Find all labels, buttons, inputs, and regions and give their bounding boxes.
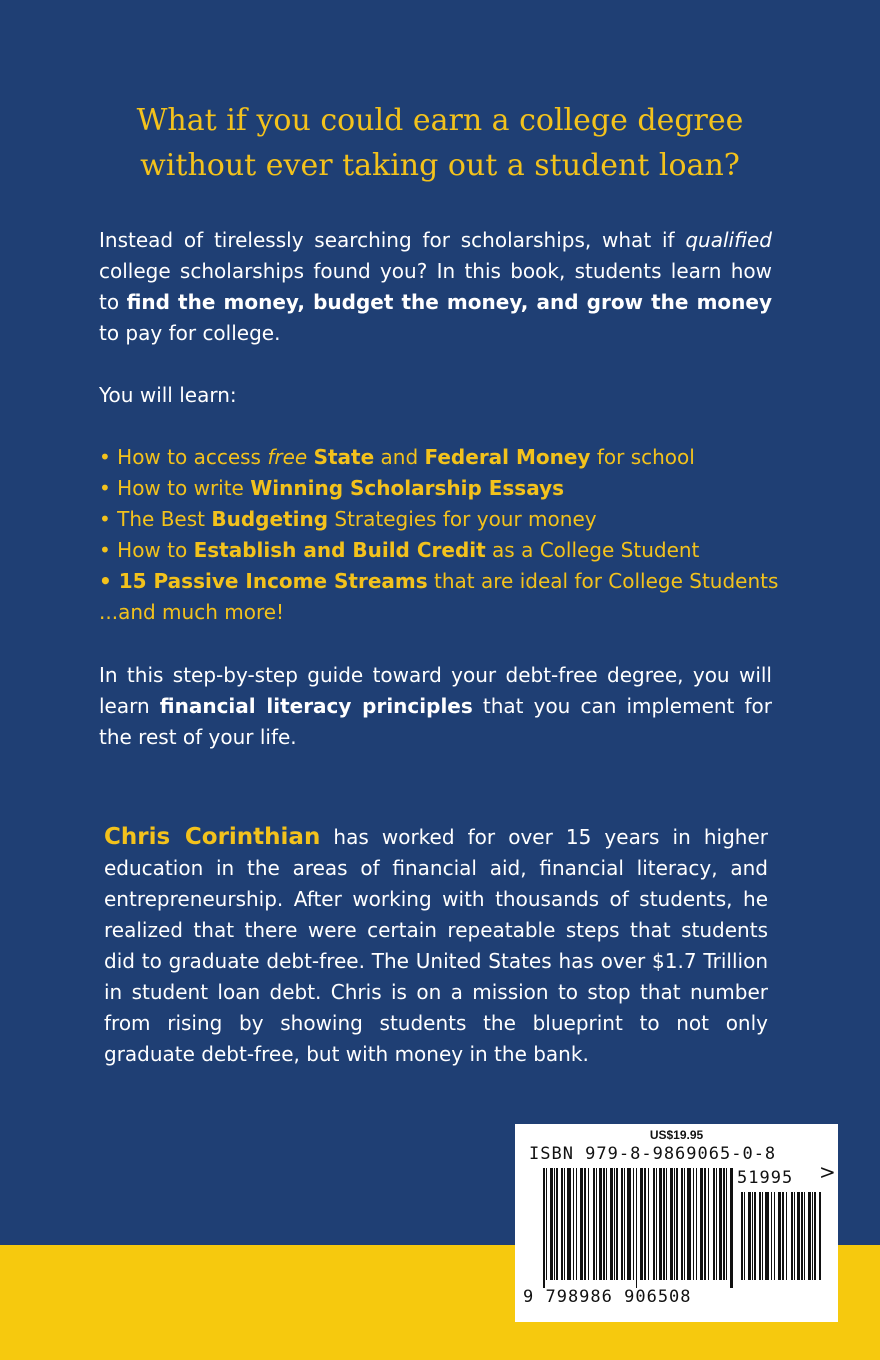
barcode-bar [556, 1168, 558, 1280]
list-item: ...and much more! [99, 600, 285, 624]
barcode-bar [814, 1192, 816, 1280]
list-item: • 15 Passive Income Streams that are ideal for College Students [99, 569, 779, 593]
barcode-bar [786, 1192, 787, 1280]
headline-line-2: without ever taking out a student loan? [140, 148, 740, 183]
barcode-bar [713, 1168, 715, 1280]
barcode-bar [684, 1168, 685, 1280]
barcode-bar [621, 1168, 623, 1280]
barcode-bar [576, 1168, 577, 1280]
intro-text: college scholarships found you? In this book, students learn how to [99, 259, 772, 314]
isbn-label: ISBN 979-8-9869065-0-8 [529, 1144, 777, 1164]
barcode-bar [741, 1192, 743, 1280]
barcode-bar [819, 1192, 821, 1280]
author-name: Chris Corinthian [104, 824, 321, 850]
barcode-bar [610, 1168, 613, 1280]
barcode-bar [593, 1168, 595, 1280]
barcode-bar [596, 1168, 597, 1280]
barcode-bar [744, 1192, 745, 1280]
barcode-bar [704, 1168, 706, 1280]
barcode-bar [681, 1168, 683, 1280]
barcode-bar [700, 1168, 703, 1280]
barcode-bar [754, 1192, 756, 1280]
barcode-bar [782, 1192, 784, 1280]
barcode-bar [564, 1168, 565, 1280]
intro-paragraph [99, 225, 772, 349]
intro-emphasis: qualified [685, 228, 772, 252]
barcode-bar [723, 1168, 725, 1280]
barcode-bar [580, 1168, 583, 1280]
list-item: • The Best Budgeting Strategies for your money [99, 507, 597, 531]
barcode-bar [670, 1168, 673, 1280]
barcode-bar [778, 1192, 781, 1280]
barcode-box [515, 1124, 838, 1322]
barcode-bar [606, 1168, 607, 1280]
barcode-bar [674, 1168, 675, 1280]
intro-text: to pay for college. [99, 321, 281, 345]
ean-digits: 9 798986 906508 [523, 1287, 692, 1307]
author-bio [104, 822, 768, 1070]
chevron-icon: > [819, 1160, 836, 1184]
barcode-bar [696, 1168, 697, 1280]
barcode-bar [719, 1168, 722, 1280]
intro-bold-phrase: find the money, budget the money, and grow the money [126, 290, 773, 314]
barcode-bar [616, 1168, 618, 1280]
barcode-bar [759, 1192, 761, 1280]
barcode-bar [730, 1168, 733, 1288]
barcode-bar [771, 1192, 772, 1280]
barcode-bar [561, 1168, 563, 1280]
guide-paragraph: In this step-by-step guide toward your debt-free degree, you will learn financial literacy principles that you can implement for the rest of your life. [99, 663, 772, 749]
barcode-bar [584, 1168, 586, 1280]
list-item: • How to access free State and Federal Money for school [99, 445, 695, 469]
barcode-bar [659, 1168, 662, 1280]
barcode-bar [550, 1168, 553, 1280]
barcode-bar [546, 1168, 547, 1280]
headline-line-1: What if you could earn a college degree [136, 103, 744, 138]
barcode-bar [588, 1168, 589, 1280]
list-item: • How to write Winning Scholarship Essays [99, 476, 565, 500]
barcode-bar [726, 1168, 727, 1280]
barcode-bar [708, 1168, 709, 1280]
barcode-bar [804, 1192, 805, 1280]
barcode-bar [801, 1192, 803, 1280]
intro-text: Instead of tirelessly searching for scholarships, what if [99, 228, 686, 252]
barcode-bar [748, 1192, 751, 1280]
barcode-bar [765, 1192, 769, 1280]
barcode-bar [614, 1168, 615, 1280]
barcode-bar [627, 1168, 631, 1280]
barcode-bar [666, 1168, 667, 1280]
guide-bold-phrase: financial literacy principles [159, 694, 473, 718]
barcode-bar [599, 1168, 602, 1280]
barcode-bar [716, 1168, 717, 1280]
barcode-bar [794, 1192, 795, 1280]
barcode-bar [573, 1168, 574, 1280]
price-label: US$19.95 [649, 1128, 704, 1142]
barcode-bar [603, 1168, 605, 1280]
barcode-bar [653, 1168, 655, 1280]
barcode-bar [808, 1192, 811, 1280]
barcode-bar [543, 1168, 545, 1288]
addon-digits: 51995 [737, 1168, 794, 1188]
barcode-bar [633, 1168, 634, 1280]
barcode-bar [663, 1168, 665, 1280]
barcode-bar [693, 1168, 694, 1280]
barcode-bar [567, 1168, 571, 1280]
barcode-bar [636, 1168, 637, 1288]
barcode-bar [676, 1168, 678, 1280]
bio-text: has worked for over 15 years in higher education in the areas of financial aid, financial literacy, and entrepreneurship. After working with thousands of students, he realized that there were certain repeatable steps that students did to graduate debt-free. The United States has over $1.7 Trillion in student loan debt. Chris is on a mission to stop that number from rising by showing students the blueprint to not only graduate debt-free, but with money in the bank. [104, 825, 768, 1066]
barcode-bar [812, 1192, 813, 1280]
barcode-bar [554, 1168, 555, 1280]
barcode-bar [762, 1192, 763, 1280]
barcode-bar [624, 1168, 625, 1280]
barcode-bar [791, 1192, 793, 1280]
barcode-bar [640, 1168, 643, 1280]
list-item: • How to Establish and Build Credit as a College Student [99, 538, 700, 562]
headline [0, 98, 880, 188]
barcode-bar [656, 1168, 657, 1280]
barcode-bar [752, 1192, 753, 1280]
learning-list [99, 442, 779, 628]
barcode-bar [797, 1192, 800, 1280]
barcode-bar [644, 1168, 646, 1280]
learn-label: You will learn: [99, 383, 237, 407]
barcode-bar [687, 1168, 691, 1280]
barcode-bar [648, 1168, 649, 1280]
barcode-bar [774, 1192, 775, 1280]
